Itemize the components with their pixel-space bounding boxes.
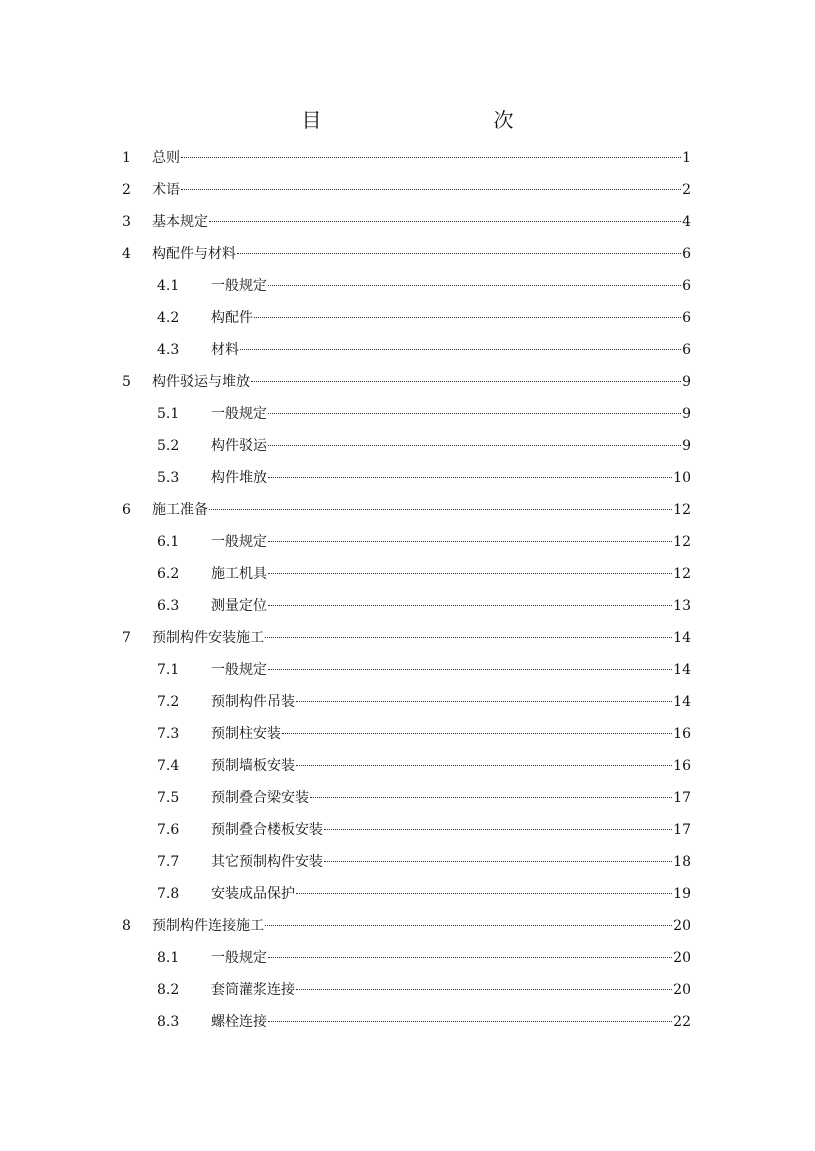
toc-dot-leader [251,381,681,382]
toc-entry-label: 构件驳运与堆放 [152,374,250,390]
toc-entry-label: 一般规定 [211,534,267,550]
toc-entry-number: 2 [122,182,131,198]
toc-entry-number: 1 [122,150,131,166]
toc-entry-label: 一般规定 [211,406,267,422]
toc-section-entry[interactable] [0,654,815,686]
toc-section-entry[interactable] [0,782,815,814]
toc-entry-page-number: 6 [682,278,691,294]
toc-dot-leader [181,157,681,158]
toc-entry-page-number: 13 [673,598,691,614]
toc-entry-number: 7.1 [157,662,180,678]
toc-section-entry[interactable] [0,878,815,910]
toc-chapter-entry[interactable] [0,494,815,526]
toc-chapter-entry[interactable] [0,910,815,942]
toc-entry-label: 一般规定 [211,662,267,678]
toc-entry-number: 3 [122,214,131,230]
toc-dot-leader [268,669,672,670]
toc-section-entry[interactable] [0,270,815,302]
toc-section-entry[interactable] [0,462,815,494]
toc-entry-label: 预制墙板安装 [211,758,295,774]
toc-entry-label: 构件驳运 [211,438,267,454]
toc-dot-leader [268,413,681,414]
toc-chapter-entry[interactable] [0,622,815,654]
toc-entry-number: 7.8 [157,886,180,902]
toc-section-entry[interactable] [0,686,815,718]
toc-entry-page-number: 17 [673,822,691,838]
toc-entry-number: 7.2 [157,694,180,710]
toc-entry-page-number: 20 [673,950,691,966]
toc-title: 目 次 [301,108,558,132]
toc-entry-label: 材料 [211,342,239,358]
toc-section-entry[interactable] [0,750,815,782]
toc-dot-leader [268,445,681,446]
toc-dot-leader [296,701,672,702]
toc-entry-page-number: 18 [673,854,691,870]
toc-entry-page-number: 1 [682,150,691,166]
toc-dot-leader [324,861,672,862]
toc-dot-leader [265,925,672,926]
toc-section-entry[interactable] [0,942,815,974]
toc-entry-page-number: 12 [673,566,691,582]
toc-entry-page-number: 10 [673,470,691,486]
toc-section-entry[interactable] [0,398,815,430]
toc-entry-label: 预制构件连接施工 [152,918,264,934]
toc-dot-leader [209,221,681,222]
toc-entry-page-number: 4 [682,214,691,230]
toc-dot-leader [268,541,672,542]
toc-entry-page-number: 19 [673,886,691,902]
toc-entry-number: 8 [122,918,131,934]
toc-chapter-entry[interactable] [0,174,815,206]
toc-dot-leader [310,797,672,798]
toc-dot-leader [268,477,672,478]
toc-entry-label: 术语 [152,182,180,198]
toc-entry-number: 6.2 [157,566,180,582]
toc-entry-label: 螺栓连接 [211,1014,267,1030]
toc-entry-number: 7.7 [157,854,180,870]
toc-entry-label: 施工机具 [211,566,267,582]
toc-entry-number: 6.3 [157,598,180,614]
toc-section-entry[interactable] [0,846,815,878]
toc-entry-label: 构配件与材料 [152,246,236,262]
toc-chapter-entry[interactable] [0,366,815,398]
toc-dot-leader [181,189,681,190]
toc-entry-page-number: 9 [682,438,691,454]
toc-entry-number: 7 [122,630,131,646]
toc-dot-leader [237,253,681,254]
toc-entry-number: 8.3 [157,1014,180,1030]
toc-entry-page-number: 6 [682,246,691,262]
toc-entry-number: 5 [122,374,131,390]
toc-entry-number: 7.5 [157,790,180,806]
toc-chapter-entry[interactable] [0,142,815,174]
toc-section-entry[interactable] [0,334,815,366]
toc-entry-number: 4 [122,246,131,262]
toc-entry-label: 测量定位 [211,598,267,614]
toc-entry-number: 5.2 [157,438,180,454]
toc-entry-number: 4.2 [157,310,180,326]
toc-section-entry[interactable] [0,302,815,334]
toc-entry-label: 总则 [152,150,180,166]
toc-entry-number: 4.3 [157,342,180,358]
toc-entry-page-number: 14 [673,694,691,710]
toc-entry-label: 构件堆放 [211,470,267,486]
toc-section-entry[interactable] [0,718,815,750]
toc-entry-page-number: 14 [673,662,691,678]
toc-chapter-entry[interactable] [0,206,815,238]
toc-dot-leader [268,573,672,574]
toc-entry-page-number: 2 [682,182,691,198]
toc-entry-label: 预制叠合梁安装 [211,790,309,806]
toc-entry-page-number: 20 [673,982,691,998]
toc-section-entry[interactable] [0,526,815,558]
toc-entry-label: 一般规定 [211,278,267,294]
toc-section-entry[interactable] [0,974,815,1006]
toc-entry-number: 5.1 [157,406,180,422]
toc-dot-leader [296,893,672,894]
toc-entry-page-number: 14 [673,630,691,646]
toc-dot-leader [265,637,672,638]
toc-section-entry[interactable] [0,1006,815,1038]
toc-entry-label: 预制叠合楼板安装 [211,822,323,838]
toc-entry-number: 6 [122,502,131,518]
toc-section-entry[interactable] [0,430,815,462]
toc-entry-page-number: 9 [682,406,691,422]
toc-entry-number: 7.3 [157,726,180,742]
toc-entry-label: 套筒灌浆连接 [211,982,295,998]
toc-entry-label: 构配件 [211,310,253,326]
toc-entry-label: 预制构件安装施工 [152,630,264,646]
toc-entry-page-number: 6 [682,342,691,358]
toc-section-entry[interactable] [0,558,815,590]
toc-entry-page-number: 12 [673,534,691,550]
toc-section-entry[interactable] [0,590,815,622]
toc-entry-number: 4.1 [157,278,180,294]
toc-chapter-entry[interactable] [0,238,815,270]
toc-entry-label: 其它预制构件安装 [211,854,323,870]
toc-entry-page-number: 16 [673,726,691,742]
toc-entry-page-number: 16 [673,758,691,774]
toc-entry-page-number: 6 [682,310,691,326]
toc-section-entry[interactable] [0,814,815,846]
toc-dot-leader [296,765,672,766]
toc-entry-number: 8.1 [157,950,180,966]
toc-entry-number: 6.1 [157,534,180,550]
toc-entry-page-number: 17 [673,790,691,806]
toc-entry-page-number: 20 [673,918,691,934]
toc-list [0,142,815,1038]
toc-entry-page-number: 9 [682,374,691,390]
toc-dot-leader [268,285,681,286]
toc-entry-label: 一般规定 [211,950,267,966]
toc-entry-number: 7.6 [157,822,180,838]
toc-dot-leader [324,829,672,830]
toc-dot-leader [282,733,672,734]
toc-entry-number: 7.4 [157,758,180,774]
toc-entry-label: 基本规定 [152,214,208,230]
toc-entry-number: 8.2 [157,982,180,998]
toc-dot-leader [209,509,672,510]
toc-dot-leader [268,605,672,606]
toc-dot-leader [240,349,681,350]
toc-entry-label: 施工准备 [152,502,208,518]
toc-dot-leader [268,957,672,958]
toc-entry-label: 安装成品保护 [211,886,295,902]
toc-entry-page-number: 12 [673,502,691,518]
toc-entry-page-number: 22 [673,1014,691,1030]
toc-dot-leader [268,1021,672,1022]
toc-entry-label: 预制构件吊装 [211,694,295,710]
toc-dot-leader [296,989,672,990]
toc-entry-label: 预制柱安装 [211,726,281,742]
toc-dot-leader [254,317,681,318]
toc-entry-number: 5.3 [157,470,180,486]
